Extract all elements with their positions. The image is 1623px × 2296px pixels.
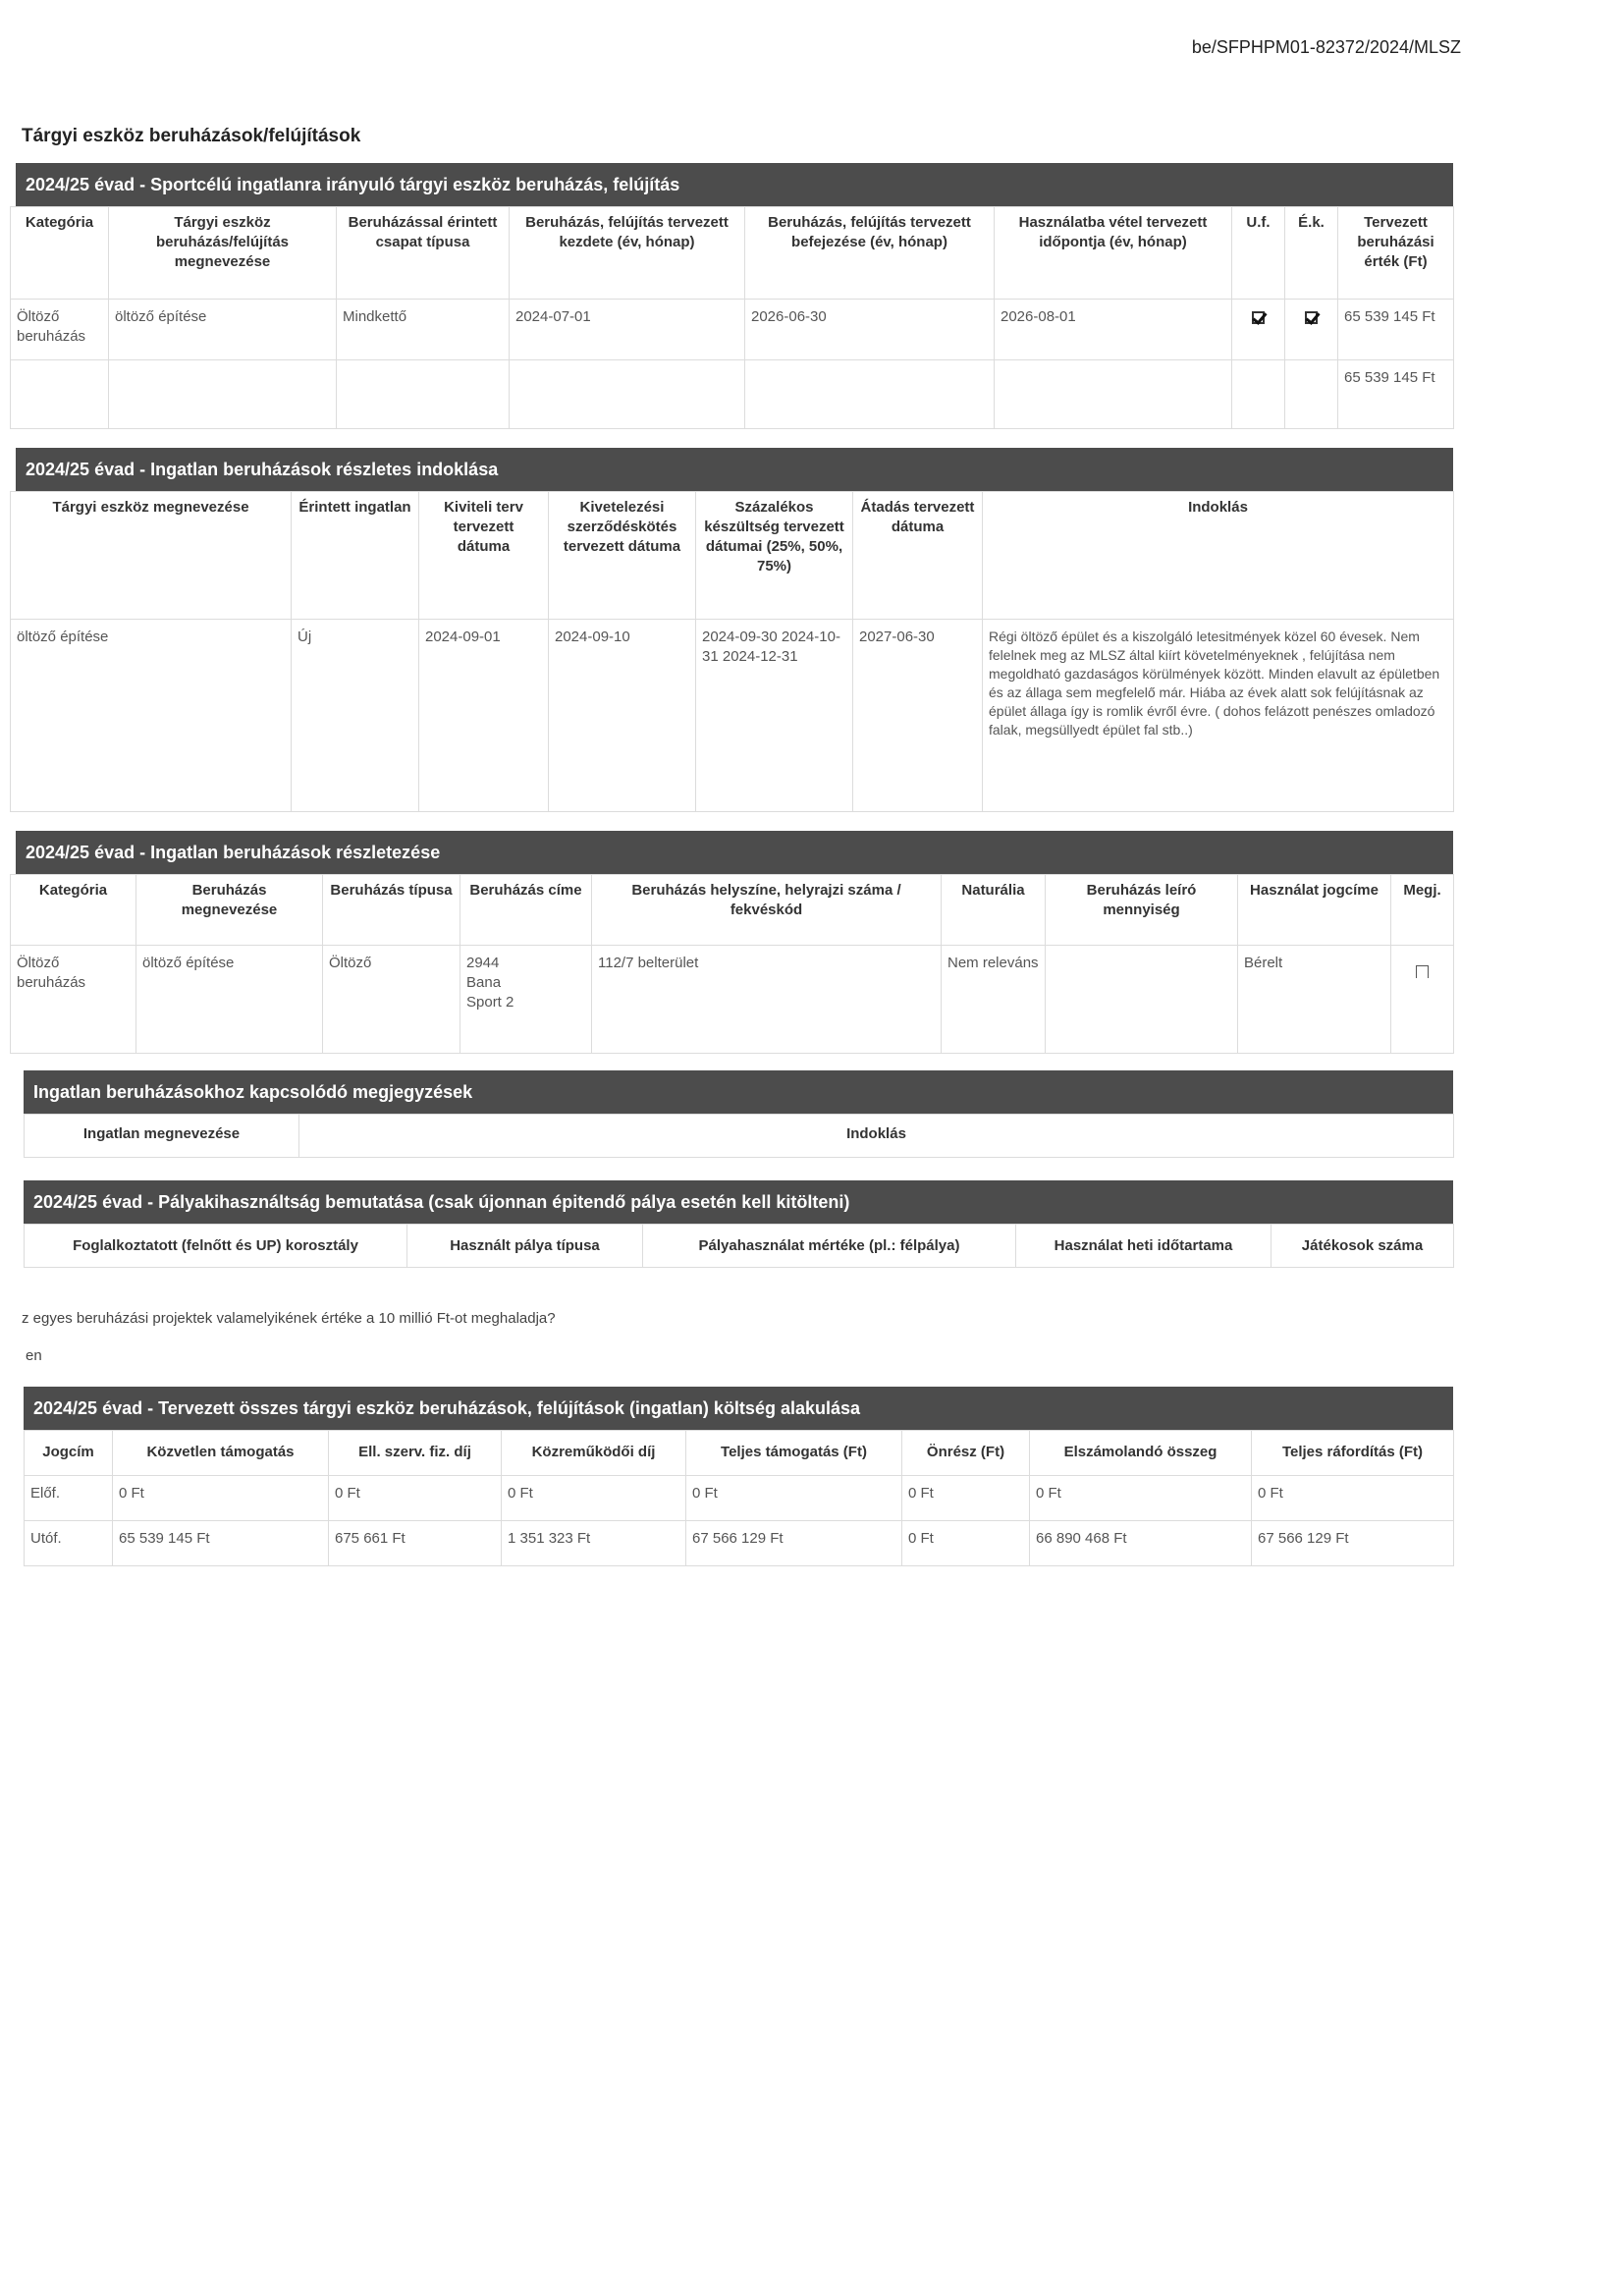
document-reference: be/SFPHPM01-82372/2024/MLSZ — [1191, 37, 1461, 57]
cell: 0 Ft — [902, 1476, 1030, 1521]
column-header: Ingatlan megnevezése — [25, 1115, 299, 1158]
cell: Előf. — [25, 1476, 113, 1521]
empty-cell — [1285, 360, 1338, 429]
cell-team-type: Mindkettő — [337, 300, 510, 360]
column-header: Érintett ingatlan — [292, 492, 419, 620]
column-header: Beruházás megnevezése — [136, 875, 323, 946]
cell: 0 Ft — [1030, 1476, 1252, 1521]
table-header-row — [11, 207, 1454, 300]
cell-investment-name: öltöző építése — [136, 946, 323, 1054]
column-header: Beruházás leíró mennyiség — [1046, 875, 1238, 946]
cell-usage-title: Bérelt — [1238, 946, 1391, 1054]
cell: 0 Ft — [502, 1476, 686, 1521]
cell-note — [1391, 946, 1454, 1054]
cell: 1 351 323 Ft — [502, 1521, 686, 1566]
column-header: Beruházás címe — [460, 875, 592, 946]
cell-quantity — [1046, 946, 1238, 1054]
column-header: Elszámolandó összeg — [1030, 1431, 1252, 1476]
table-row — [11, 946, 1454, 1054]
cell-name: öltöző építése — [109, 300, 337, 360]
column-header: Kategória — [11, 875, 136, 946]
column-header: Kivetelezési szerződéskötés tervezett dátuma — [549, 492, 696, 620]
cell: 0 Ft — [329, 1476, 502, 1521]
column-header: Pályahasználat mértéke (pl.: félpálya) — [643, 1225, 1016, 1268]
column-header: Beruházás típusa — [323, 875, 460, 946]
column-header: U.f. — [1232, 207, 1285, 300]
cell: 0 Ft — [1252, 1476, 1454, 1521]
investments-table — [10, 206, 1454, 429]
section-bar-cost-summary: 2024/25 évad - Tervezett összes tárgyi eszköz beruházások, felújítások (ingatlan) költség alakulása — [24, 1387, 1453, 1430]
column-header: Kiviteli terv tervezett dátuma — [419, 492, 549, 620]
answer-text: en — [26, 1347, 42, 1364]
column-header: Teljes támogatás (Ft) — [686, 1431, 902, 1476]
table-header-row — [25, 1115, 1454, 1158]
cell-progress-dates: 2024-09-30 2024-10-31 2024-12-31 — [696, 620, 853, 812]
notes-table — [24, 1114, 1454, 1158]
column-header: Jogcím — [25, 1431, 113, 1476]
section-bar-details: 2024/25 évad - Ingatlan beruházások részletezése — [16, 831, 1453, 874]
column-header: Megj. — [1391, 875, 1454, 946]
cell: 0 Ft — [902, 1521, 1030, 1566]
column-header: Beruházással érintett csapat típusa — [337, 207, 510, 300]
cell: 0 Ft — [686, 1476, 902, 1521]
column-header: Indoklás — [983, 492, 1454, 620]
cell-end-date: 2026-06-30 — [745, 300, 995, 360]
column-header: Tárgyi eszköz beruházás/felújítás megnevezése — [109, 207, 337, 300]
column-header: Közvetlen támogatás — [113, 1431, 329, 1476]
column-header: Közreműködői díj — [502, 1431, 686, 1476]
column-header: É.k. — [1285, 207, 1338, 300]
cell-start-date: 2024-07-01 — [510, 300, 745, 360]
column-header: Kategória — [11, 207, 109, 300]
cell-address: 2944 Bana Sport 2 — [460, 946, 592, 1054]
cell-category: Öltöző beruházás — [11, 946, 136, 1054]
cell-total-value: 65 539 145 Ft — [1338, 360, 1454, 429]
page-title: Tárgyi eszköz beruházások/felújítások — [22, 126, 361, 146]
cell: 67 566 129 Ft — [1252, 1521, 1454, 1566]
details-table — [10, 874, 1454, 1054]
cell-investment-type: Öltöző — [323, 946, 460, 1054]
table-row — [25, 1476, 1454, 1521]
column-header: Átadás tervezett dátuma — [853, 492, 983, 620]
empty-cell — [745, 360, 995, 429]
table-total-row — [11, 360, 1454, 429]
section-bar-justification: 2024/25 évad - Ingatlan beruházások részletes indoklása — [16, 448, 1453, 491]
table-header-row — [25, 1431, 1454, 1476]
column-header: Ell. szerv. fiz. díj — [329, 1431, 502, 1476]
cost-summary-table — [24, 1430, 1454, 1566]
column-header: Önrész (Ft) — [902, 1431, 1030, 1476]
empty-cell — [337, 360, 510, 429]
table-row — [25, 1521, 1454, 1566]
cell-handover-date: 2027-06-30 — [853, 620, 983, 812]
checkbox-ek[interactable] — [1305, 311, 1318, 324]
cell-ek — [1285, 300, 1338, 360]
column-header: Használt pálya típusa — [407, 1225, 643, 1268]
empty-cell — [1232, 360, 1285, 429]
cell-naturalia: Nem releváns — [942, 946, 1046, 1054]
table-header-row — [11, 492, 1454, 620]
section-bar-field-usage: 2024/25 évad - Pályakihasználtság bemutatása (csak újonnan épitendő pálya esetén kell kitölteni) — [24, 1180, 1453, 1224]
cell: 0 Ft — [113, 1476, 329, 1521]
cell: 65 539 145 Ft — [113, 1521, 329, 1566]
cell: 66 890 468 Ft — [1030, 1521, 1252, 1566]
column-header: Százalékos készültség tervezett dátumai (25%, 50%, 75%) — [696, 492, 853, 620]
column-header: Teljes ráfordítás (Ft) — [1252, 1431, 1454, 1476]
justification-table — [10, 491, 1454, 812]
empty-cell — [995, 360, 1232, 429]
cell-location: 112/7 belterület — [592, 946, 942, 1054]
column-header: Használat heti időtartama — [1016, 1225, 1271, 1268]
empty-cell — [109, 360, 337, 429]
table-header-row — [25, 1225, 1454, 1268]
table-row — [11, 620, 1454, 812]
checkbox-uf[interactable] — [1252, 311, 1265, 324]
column-header: Indoklás — [299, 1115, 1454, 1158]
cell: Utóf. — [25, 1521, 113, 1566]
column-header: Beruházás, felújítás tervezett befejezése (év, hónap) — [745, 207, 995, 300]
section-bar-investments: 2024/25 évad - Sportcélú ingatlanra irányuló tárgyi eszköz beruházás, felújítás — [16, 163, 1453, 206]
column-header: Tárgyi eszköz megnevezése — [11, 492, 292, 620]
cell-uf — [1232, 300, 1285, 360]
cell-asset-name: öltöző építése — [11, 620, 292, 812]
section-bar-notes: Ingatlan beruházásokhoz kapcsolódó megjegyzések — [24, 1070, 1453, 1114]
empty-cell — [11, 360, 109, 429]
column-header: Beruházás, felújítás tervezett kezdete (év, hónap) — [510, 207, 745, 300]
column-header: Használat jogcíme — [1238, 875, 1391, 946]
cell-property: Új — [292, 620, 419, 812]
cell: 67 566 129 Ft — [686, 1521, 902, 1566]
table-header-row — [11, 875, 1454, 946]
field-usage-table — [24, 1224, 1454, 1268]
cell-category: Öltöző beruházás — [11, 300, 109, 360]
table-row — [11, 300, 1454, 360]
question-text: z egyes beruházási projektek valamelyikének értéke a 10 millió Ft-ot meghaladja? — [22, 1310, 556, 1327]
cell-usage-date: 2026-08-01 — [995, 300, 1232, 360]
column-header: Játékosok száma — [1271, 1225, 1454, 1268]
cell: 675 661 Ft — [329, 1521, 502, 1566]
column-header: Beruházás helyszíne, helyrajzi száma / fekvéskód — [592, 875, 942, 946]
empty-cell — [510, 360, 745, 429]
cell-planned-value: 65 539 145 Ft — [1338, 300, 1454, 360]
checkbox-note[interactable] — [1416, 965, 1429, 978]
column-header: Tervezett beruházási érték (Ft) — [1338, 207, 1454, 300]
cell-design-date: 2024-09-01 — [419, 620, 549, 812]
column-header: Foglalkoztatott (felnőtt és UP) korosztály — [25, 1225, 407, 1268]
column-header: Használatba vétel tervezett időpontja (év, hónap) — [995, 207, 1232, 300]
cell-contract-date: 2024-09-10 — [549, 620, 696, 812]
cell-justification: Régi öltöző épület és a kiszolgáló letesitmények közel 60 évesek. Nem felelnek meg az MLSZ által kiírt követelményeknek , felújítása nem megoldható gazdaságos körülmények között. Minden elavult az épületben és az állaga sem megfelelő már. Hiába az évek alatt sok felújításnak az épület állaga így is romlik évről évre. ( dohos felázott penészes omladozó falak, megsüllyedt épület fal stb..) — [983, 620, 1454, 812]
column-header: Naturália — [942, 875, 1046, 946]
